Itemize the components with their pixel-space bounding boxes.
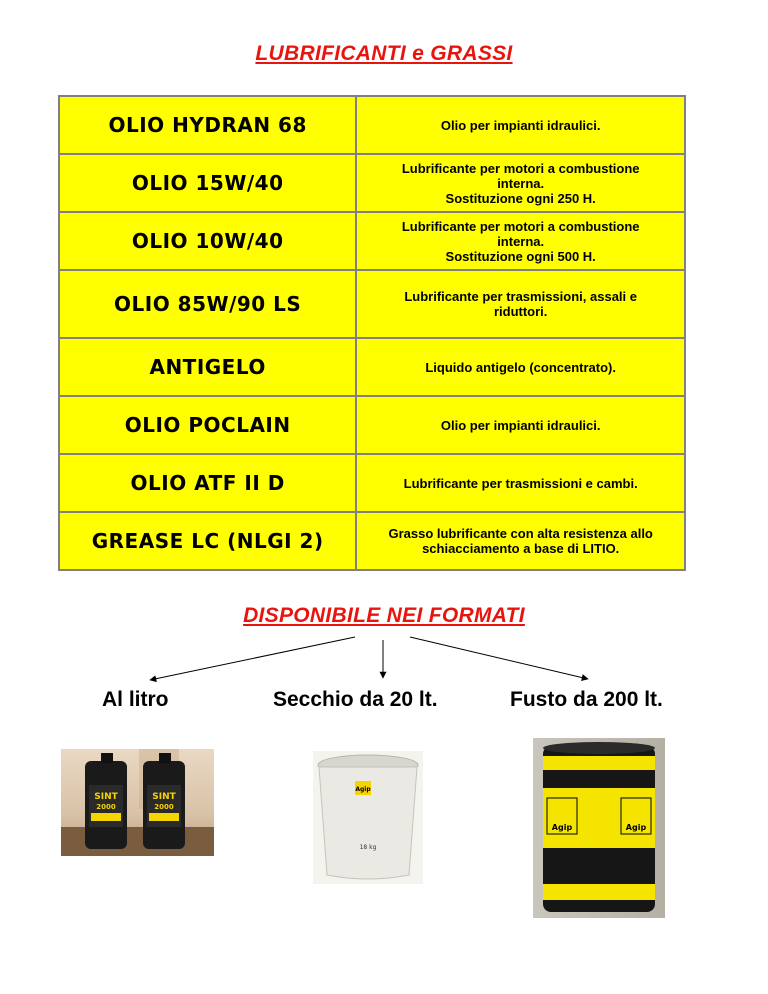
product-name: OLIO 10W/40 xyxy=(59,212,356,270)
product-description xyxy=(356,212,685,270)
product-row xyxy=(59,396,685,454)
description-line: Lubrificante per motori a combustione xyxy=(401,218,640,234)
formats-title: DISPONIBILE NEI FORMATI xyxy=(243,604,525,627)
product-name: OLIO 85W/90 LS xyxy=(59,270,356,338)
svg-text:2000: 2000 xyxy=(96,803,116,811)
bottle-left xyxy=(85,753,127,849)
format-liter: Al litro xyxy=(102,688,169,711)
product-description xyxy=(356,396,685,454)
product-description xyxy=(356,96,685,154)
format-drum: Fusto da 200 lt. xyxy=(510,688,663,711)
products-table xyxy=(58,95,686,571)
svg-text:Agip: Agip xyxy=(551,823,573,832)
svg-text:SINT: SINT xyxy=(152,792,176,802)
svg-text:Agip: Agip xyxy=(355,786,371,793)
product-row xyxy=(59,96,685,154)
description-line: Olio per impianti idraulici. xyxy=(440,117,601,133)
description-line: interna. xyxy=(497,233,545,249)
product-name: OLIO POCLAIN xyxy=(59,396,356,454)
svg-text:SINT: SINT xyxy=(94,792,118,802)
page-title: LUBRIFICANTI e GRASSI xyxy=(255,42,513,65)
description-line: Grasso lubrificante con alta resistenza allo xyxy=(388,526,653,541)
description-line: Olio per impianti idraulici. xyxy=(440,417,601,433)
description-line: Lubrificante per motori a combustione xyxy=(401,160,640,176)
bottle-right xyxy=(143,753,185,849)
description-line: riduttori. xyxy=(493,304,548,319)
product-name: OLIO ATF II D xyxy=(59,454,356,512)
product-name: OLIO 15W/40 xyxy=(59,154,356,212)
description-line: interna. xyxy=(497,175,545,191)
product-name: ANTIGELO xyxy=(59,338,356,396)
product-name: OLIO HYDRAN 68 xyxy=(59,96,356,154)
arrow-right xyxy=(410,637,588,679)
arrow-left xyxy=(150,637,355,680)
product-row xyxy=(59,512,685,570)
drum-photo xyxy=(533,738,665,918)
description-line: Lubrificante per trasmissioni e cambi. xyxy=(403,475,638,491)
product-row xyxy=(59,270,685,338)
description-line: Sostituzione ogni 250 H. xyxy=(445,190,596,206)
product-description xyxy=(356,512,685,570)
description-line: Lubrificante per trasmissioni, assali e xyxy=(404,289,637,304)
product-description xyxy=(356,454,685,512)
product-row xyxy=(59,154,685,212)
product-description xyxy=(356,338,685,396)
bottles-photo xyxy=(61,749,214,856)
product-description xyxy=(356,270,685,338)
description-line: Sostituzione ogni 500 H. xyxy=(445,248,596,264)
svg-text:18 kg: 18 kg xyxy=(359,844,377,851)
product-row xyxy=(59,338,685,396)
bucket-photo xyxy=(313,751,423,884)
product-description xyxy=(356,154,685,212)
description-line: Liquido antigelo (concentrato). xyxy=(425,359,617,375)
svg-text:Agip: Agip xyxy=(625,823,647,832)
product-name: GREASE LC (NLGI 2) xyxy=(59,512,356,570)
product-row xyxy=(59,454,685,512)
product-row xyxy=(59,212,685,270)
svg-text:2000: 2000 xyxy=(154,803,174,811)
format-bucket: Secchio da 20 lt. xyxy=(273,688,438,711)
description-line: schiacciamento a base di LITIO. xyxy=(422,541,620,556)
